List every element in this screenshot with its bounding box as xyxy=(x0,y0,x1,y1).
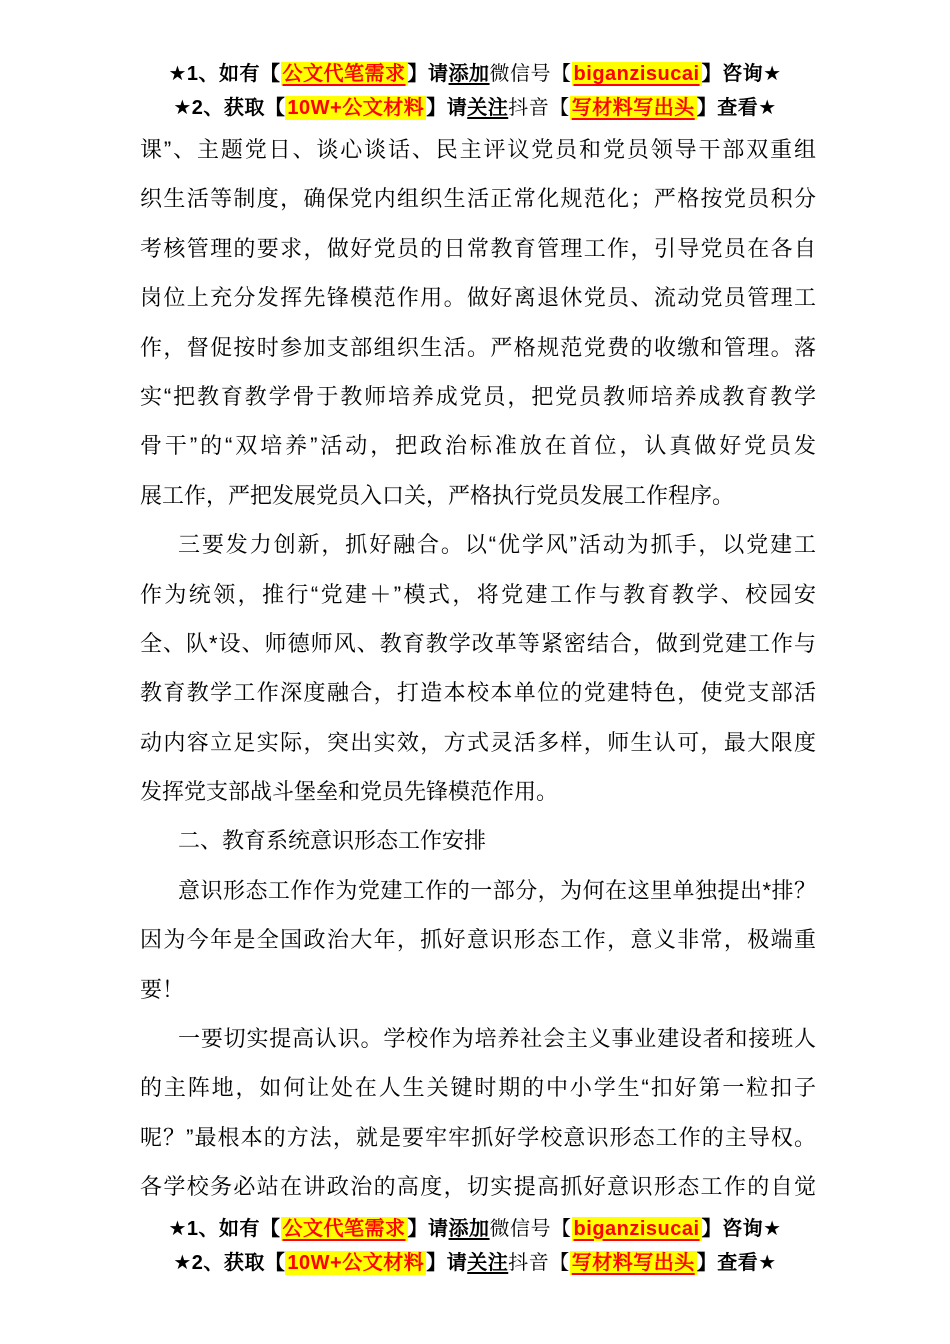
body-line: 课”、主题党日、谈心谈话、民主评议党员和党员领导干部双重组 xyxy=(140,137,816,162)
promo-star-prefix: ★1、如有【 xyxy=(168,1217,281,1240)
promo-star-prefix: ★2、获取【 xyxy=(173,1251,286,1274)
promo-action-follow: 关注 xyxy=(467,1251,509,1274)
body-line: 作为统领，推行“党建＋”模式，将党建工作与教育教学、校园安 xyxy=(140,581,816,607)
promo-action-add: 添加 xyxy=(448,63,490,85)
douyin-account: 写材料写出头 xyxy=(571,1251,695,1274)
body-line: 意识形态工作作为党建工作的一部分，为何在这里单独提出*排？ xyxy=(178,877,816,903)
promo-star-suffix: 】咨询★ xyxy=(701,63,782,85)
body-line: 作，督促按时参加支部组织生活。严格规范党费的收缴和管理。落 xyxy=(140,334,816,360)
promo-star-suffix: 】查看★ xyxy=(696,1251,777,1274)
promo-highlight-materials: 10W+公文材料 xyxy=(287,1251,425,1274)
body-line: 织生活等制度，确保党内组织生活正常化规范化；严格按党员积分 xyxy=(140,186,816,212)
promo-text: 】请 xyxy=(407,63,449,85)
promo-line xyxy=(0,1246,950,1280)
promo-action-follow: 关注 xyxy=(467,97,509,119)
section-heading: 二、教育系统意识形态工作安排 xyxy=(178,828,487,854)
promo-text: 】请 xyxy=(426,97,468,119)
body-line: 教育教学工作深度融合，打造本校本单位的党建特色，使党支部活 xyxy=(140,680,816,706)
promo-star-suffix: 】咨询★ xyxy=(701,1217,782,1240)
promo-action-add: 添加 xyxy=(448,1217,490,1240)
body-line: 骨干”的“双培养”活动，把政治标准放在首位，认真做好党员发 xyxy=(140,433,816,459)
promo-text: 微信号【 xyxy=(489,63,572,85)
body-line: 呢？”最根本的方法，就是要牢牢抓好学校意识形态工作的主导权。 xyxy=(140,1124,816,1150)
promo-highlight-writing-service: 公文代笔需求 xyxy=(282,63,406,85)
promo-text: 抖音【 xyxy=(508,97,570,119)
promo-footer xyxy=(0,1212,950,1280)
promo-header xyxy=(0,57,950,125)
promo-text: 】请 xyxy=(426,1251,468,1274)
body-line: 一要切实提高认识。学校作为培养社会主义事业建设者和接班人 xyxy=(178,1026,816,1052)
body-line: 展工作，严把发展党员入口关，严格执行党员发展工作程序。 xyxy=(140,482,735,508)
promo-star-suffix: 】查看★ xyxy=(696,97,777,119)
body-line: 动内容立足实际，突出实效，方式灵活多样，师生认可，最大限度 xyxy=(140,729,816,755)
promo-line xyxy=(0,91,950,125)
promo-highlight-writing-service: 公文代笔需求 xyxy=(282,1217,406,1240)
body-line: 因为今年是全国政治大年，抓好意识形态工作，意义非常，极端重 xyxy=(140,927,816,953)
body-line: 考核管理的要求，做好党员的日常教育管理工作，引导党员在各自 xyxy=(140,235,816,261)
promo-line xyxy=(0,1212,950,1246)
body-line: 全、队*设、师德师风、教育教学改革等紧密结合，做到党建工作与 xyxy=(140,630,816,656)
body-line: 三要发力创新，抓好融合。以“优学风”活动为抓手，以党建工 xyxy=(178,532,816,558)
body-line: 各学校务必站在讲政治的高度，切实提高抓好意识形态工作的自觉 xyxy=(140,1174,816,1200)
promo-text: 抖音【 xyxy=(508,1251,570,1274)
promo-highlight-materials: 10W+公文材料 xyxy=(287,97,425,119)
body-line: 的主阵地，如何让处在人生关键时期的中小学生“扣好第一粒扣子 xyxy=(140,1075,816,1101)
promo-star-prefix: ★2、获取【 xyxy=(173,97,286,119)
wechat-id: biganzisucai xyxy=(573,63,700,85)
body-line: 要！ xyxy=(140,976,185,1002)
promo-line xyxy=(0,57,950,91)
body-line: 发挥党支部战斗堡垒和党员先锋模范作用。 xyxy=(140,779,559,805)
document-body xyxy=(140,125,816,1212)
body-line: 岗位上充分发挥先锋模范作用。做好离退休党员、流动党员管理工 xyxy=(140,285,816,311)
douyin-account: 写材料写出头 xyxy=(571,97,695,119)
promo-star-prefix: ★1、如有【 xyxy=(168,63,281,85)
body-line: 实“把教育教学骨于教师培养成党员，把党员教师培养成教育教学 xyxy=(140,383,816,409)
promo-text: 】请 xyxy=(407,1217,449,1240)
promo-text: 微信号【 xyxy=(489,1217,572,1240)
wechat-id: biganzisucai xyxy=(573,1217,700,1240)
